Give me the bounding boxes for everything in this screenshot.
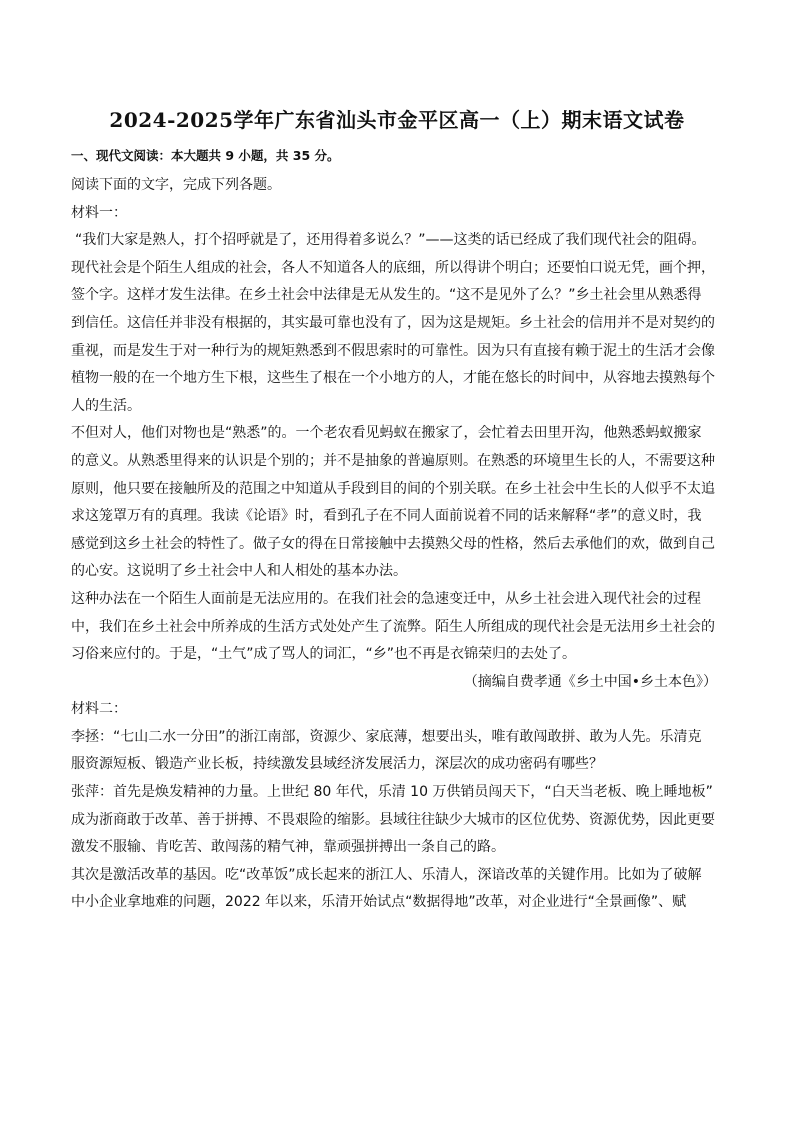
passage-line: 人的生活。 [71, 397, 141, 414]
reading-passage [71, 172, 731, 917]
passage-line: 中，我们在乡土社会中所养成的生活方式处处产生了流弊。陌生人所组成的现代社会是无法用乡土社会的 [71, 618, 715, 635]
section-heading: 一、现代文阅读：本大题共 9 小题，共 35 分。 [71, 148, 340, 163]
interview-line: 张萍：首先是焕发精神的力量。上世纪 80 年代，乐清 10 万供销员闯天下，“白天当老板、晚上睡地板” [71, 784, 713, 801]
passage-line: 原则，他只要在接触所及的范围之中知道从手段到目的间的个别关联。在乡土社会中生长的人似乎不太追 [71, 480, 715, 497]
instruction-line: 阅读下面的文字，完成下列各题。 [71, 177, 281, 193]
passage-line: 的意义。从熟悉里得来的认识是个别的；并不是抽象的普遍原则。在熟悉的环境里生长的人，不需要这种 [71, 452, 715, 469]
passage-line: 不但对人，他们对物也是“熟悉”的。一个老农看见蚂蚁在搬家了，会忙着去田里开沟，他熟悉蚂蚁搬家 [71, 425, 702, 442]
interview-line: 中小企业拿地难的问题，2022 年以来，乐清开始试点“数据得地”改革，对企业进行“全景画像”、赋 [71, 894, 687, 911]
passage-line: 到信任。这信任并非没有根据的，其实最可靠也没有了，因为这是规矩。乡土社会的信用并不是对契约的 [71, 314, 715, 331]
passage-line: 这种办法在一个陌生人面前是无法应用的。在我们社会的急速变迁中，从乡土社会进入现代社会的过程 [71, 590, 701, 607]
source-note: （摘编自费孝通《乡土中国•乡土本色》） [463, 673, 717, 690]
interview-line: 李拯：“七山二水一分田”的浙江南部，资源少、家底薄，想要出头，唯有敢闯敢拼、敢为人先。乐清克 [71, 728, 702, 745]
interview-line: 服资源短板、锻造产业长板，持续激发县域经济发展活力，深层次的成功密码有哪些？ [71, 756, 603, 773]
passage-line: 的心安。这说明了乡土社会中人和人相处的基本办法。 [71, 563, 407, 580]
passage-line: “我们大家是熟人，打个招呼就是了，还用得着多说么？”——这类的话已经成了我们现代社会的阻碍。 [75, 232, 706, 249]
material-one-label: 材料一： [71, 204, 127, 221]
passage-line: 签个字。这样才发生法律。在乡土社会中法律是无从发生的。“这不是见外了么？”乡土社会里从熟悉得 [71, 287, 702, 304]
page-title: 2024-2025学年广东省汕头市金平区高一（上）期末语文试卷 [109, 108, 685, 132]
passage-line: 求这笼罩万有的真理。我读《论语》时，看到孔子在不同人面前说着不同的话来解释“孝”的意义时，我 [71, 508, 702, 525]
passage-line: 现代社会是个陌生人组成的社会，各人不知道各人的底细，所以得讲个明白；还要怕口说无凭，画个押， [71, 259, 715, 276]
passage-line: 感觉到这乡土社会的特性了。做子女的得在日常接触中去摸熟父母的性格，然后去承他们的欢，做到自己 [71, 535, 715, 552]
material-two-label: 材料二： [71, 701, 127, 718]
passage-line: 植物一般的在一个地方生下根，这些生了根在一个小地方的人，才能在悠长的时间中，从容地去摸熟每个 [71, 370, 715, 387]
passage-line: 习俗来应付的。于是，“土气”成了骂人的词汇，“乡”也不再是衣锦荣归的去处了。 [71, 646, 577, 663]
interview-line: 其次是激活改革的基因。吃“改革饭”成长起来的浙江人、乐清人，深谙改革的关键作用。比如为了破解 [71, 866, 702, 883]
interview-line: 激发不服输、肯吃苦、敢闯荡的精气神，靠顽强拼搏出一条自己的路。 [71, 839, 505, 856]
passage-line: 重视，而是发生于对一种行为的规矩熟悉到不假思索时的可靠性。因为只有直接有赖于泥土的生活才会像 [71, 342, 715, 359]
interview-line: 成为浙商敢于改革、善于拼搏、不畏艰险的缩影。县域往往缺少大城市的区位优势、资源优势，因此更要 [71, 811, 715, 828]
